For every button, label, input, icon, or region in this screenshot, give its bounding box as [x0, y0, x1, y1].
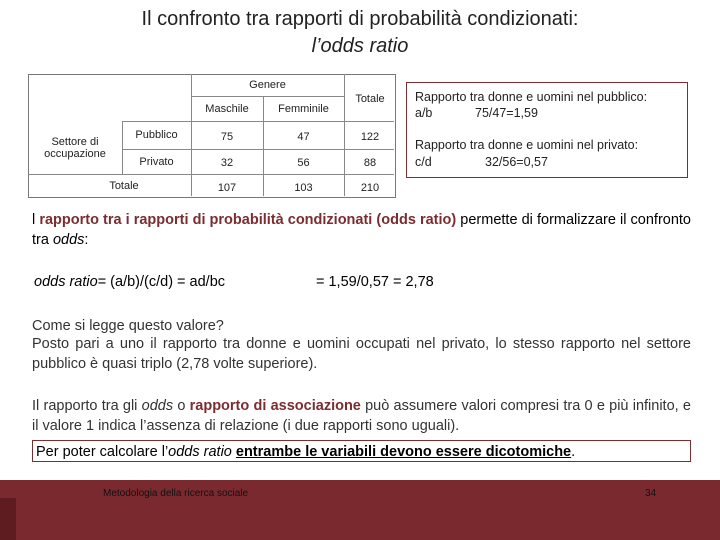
table-divider	[122, 121, 394, 122]
assoc-part-1: Il rapporto tra gli	[32, 398, 142, 414]
intro-highlight: rapporto tra i rapporti di probabilità condizionati (odds ratio)	[39, 212, 457, 228]
title-line-1: Il confronto tra rapporti di probabilità condizionati:	[141, 8, 579, 30]
assoc-part-5: può assumere valori compresi tra 0 e più infinito, e il valore 1 indica l’assenza di relazione (i due rapporti sono uguali).	[32, 398, 691, 434]
row-label-privato: Privato	[139, 156, 174, 168]
settore-line-2: occupazione	[44, 148, 106, 160]
note-part-1: Per poter calcolare l’	[36, 444, 169, 460]
row-label-totale: Totale	[109, 180, 139, 192]
row-label-pubblico: Pubblico	[135, 129, 178, 141]
intro-part-5: :	[84, 232, 89, 248]
ratio-cd-value: 32/56=0,57	[485, 155, 548, 169]
settore-line-1: Settore di	[51, 136, 99, 148]
assoc-highlight: rapporto di associazione	[189, 398, 361, 414]
dichotomic-note	[32, 440, 691, 462]
footer-strip	[0, 498, 16, 540]
slide-title	[0, 6, 720, 60]
footer-course-title: Metodologia della ricerca sociale	[103, 488, 249, 499]
ratio-cd-label: c/d	[415, 155, 432, 169]
header-maschile: Maschile	[205, 103, 249, 115]
cell-pubblico-femminile: 47	[297, 131, 310, 143]
note-period: .	[571, 444, 576, 460]
header-femminile: Femminile	[278, 103, 329, 115]
table-divider	[28, 174, 394, 175]
cell-pubblico-maschile: 75	[220, 131, 234, 143]
ratio-pubblico-label: Rapporto tra donne e uomini nel pubblico:	[415, 90, 648, 104]
row-header-settore	[28, 136, 122, 160]
ratio-ab-label: a/b	[415, 106, 433, 120]
ratio-pubblico-formula	[415, 106, 538, 120]
table-divider	[122, 149, 394, 150]
header-genere: Genere	[249, 79, 286, 91]
association-paragraph	[32, 396, 691, 436]
explanation-text: Posto pari a uno il rapporto tra donne e uomini occupati nel privato, lo stesso rapporto nel settore pubblico è quasi triplo (2,78 volte superiore).	[32, 336, 691, 372]
intro-paragraph	[32, 210, 691, 250]
ratio-ab-value: 75/47=1,59	[475, 106, 538, 120]
cell-totale-femminile: 103	[294, 182, 313, 194]
contingency-table	[28, 74, 396, 198]
cell-totale-totale: 210	[360, 182, 380, 194]
intro-part-3: permette di formalizzare il confronto tra	[32, 212, 692, 248]
cell-totale-maschile: 107	[217, 182, 237, 194]
header-totale: Totale	[355, 93, 385, 105]
intro-part-1: l	[32, 212, 40, 228]
odds-ratio-result: = 1,59/0,57 = 2,78	[316, 274, 434, 290]
assoc-part-3: o	[173, 398, 190, 414]
assoc-odds: odds	[141, 398, 174, 414]
note-odds-ratio: odds ratio	[168, 444, 232, 460]
formula-label: odds ratio	[34, 274, 98, 290]
cell-pubblico-totale: 122	[360, 131, 380, 143]
intro-odds: odds	[52, 232, 85, 248]
odds-ratio-formula	[34, 274, 225, 290]
cell-privato-femminile: 56	[297, 157, 310, 169]
ratio-privato-label: Rapporto tra donne e uomini nel privato:	[415, 138, 639, 152]
cell-privato-maschile: 32	[220, 157, 234, 169]
table-divider	[191, 96, 344, 97]
formula-expression: = (a/b)/(c/d) = ad/bc	[97, 274, 226, 290]
explanation-question: Come si legge questo valore?	[32, 318, 224, 334]
note-emphasis: entrambe le variabili devono essere dicotomiche	[235, 444, 572, 460]
title-line-2: l’odds ratio	[311, 35, 409, 57]
cell-privato-totale: 88	[363, 157, 377, 169]
ratio-privato-formula	[415, 155, 548, 169]
ratio-box	[406, 82, 688, 178]
slide-number: 34	[645, 488, 657, 499]
